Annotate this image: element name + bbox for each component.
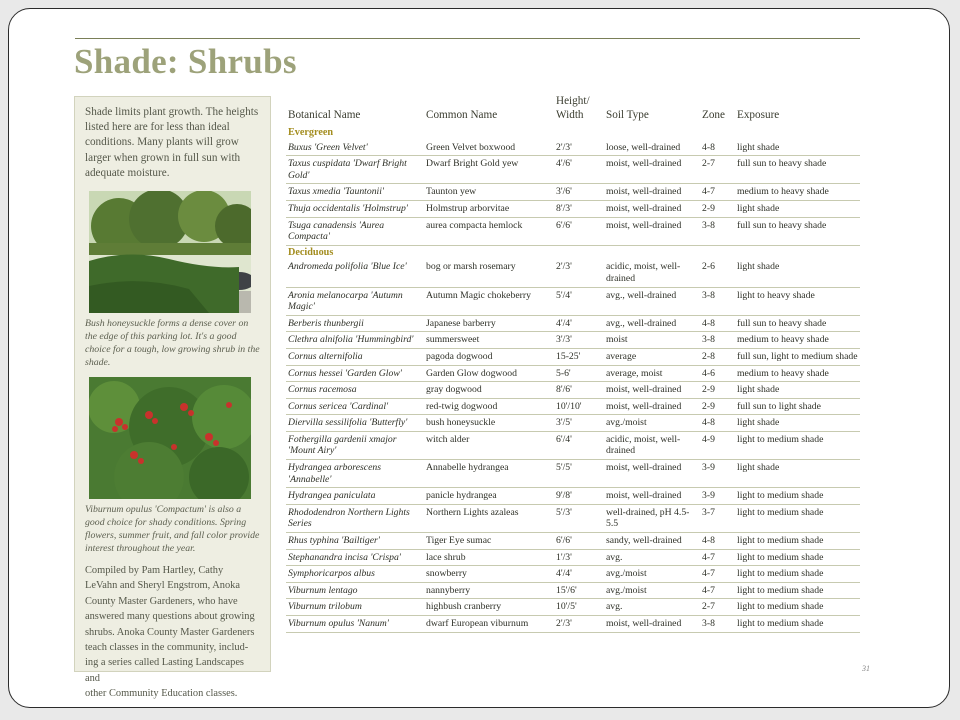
cell-common-name: witch alder <box>424 431 554 459</box>
cell-height-width: 3'/5' <box>554 415 604 432</box>
cell-common-name: pagoda dogwood <box>424 348 554 365</box>
cell-botanical-name: Taxus cuspidata 'Dwarf Bright Gold' <box>286 156 424 184</box>
viburnum-photo <box>89 377 251 499</box>
cell-height-width: 10'/10' <box>554 398 604 415</box>
table-row <box>286 184 860 201</box>
cell-zone: 4-9 <box>700 431 735 459</box>
cell-exposure: light to medium shade <box>735 504 860 532</box>
cell-exposure: light to medium shade <box>735 566 860 583</box>
cell-botanical-name: Viburnum opulus 'Nanum' <box>286 616 424 633</box>
cell-zone: 3-7 <box>700 504 735 532</box>
table-body <box>286 126 860 632</box>
cell-common-name: nannyberry <box>424 582 554 599</box>
cell-common-name: Taunton yew <box>424 184 554 201</box>
cell-height-width: 2'/3' <box>554 140 604 156</box>
cell-botanical-name: Viburnum trilobum <box>286 599 424 616</box>
table-row <box>286 365 860 382</box>
cell-soil-type: moist, well-drained <box>604 382 700 399</box>
group-heading-row <box>286 126 860 140</box>
cell-height-width: 8'/3' <box>554 200 604 217</box>
cell-height-width: 2'/3' <box>554 259 604 287</box>
cell-zone: 3-8 <box>700 287 735 315</box>
cell-height-width: 5'/4' <box>554 287 604 315</box>
cell-zone: 3-9 <box>700 488 735 505</box>
cell-zone: 2-7 <box>700 156 735 184</box>
cell-common-name: Japanese barberry <box>424 315 554 332</box>
header-height-width: Height/ Width <box>556 95 590 121</box>
cell-exposure: light shade <box>735 140 860 156</box>
table-row <box>286 415 860 432</box>
header-zone: Zone <box>702 109 725 121</box>
cell-zone: 4-7 <box>700 566 735 583</box>
cell-exposure: light to medium shade <box>735 488 860 505</box>
cell-soil-type: moist, well-drained <box>604 488 700 505</box>
table-row <box>286 599 860 616</box>
cell-soil-type: average <box>604 348 700 365</box>
cell-exposure: medium to heavy shade <box>735 365 860 382</box>
cell-exposure: light to heavy shade <box>735 287 860 315</box>
cell-height-width: 5'/5' <box>554 460 604 488</box>
cell-zone: 4-7 <box>700 184 735 201</box>
table-row <box>286 259 860 287</box>
cell-soil-type: avg., well-drained <box>604 315 700 332</box>
cell-botanical-name: Symphoricarpos albus <box>286 566 424 583</box>
cell-common-name: dwarf European viburnum <box>424 616 554 633</box>
cell-zone: 4-8 <box>700 140 735 156</box>
cell-exposure: medium to heavy shade <box>735 332 860 349</box>
page-title: Shade: Shrubs <box>74 42 297 81</box>
cell-common-name: Tiger Eye sumac <box>424 533 554 550</box>
cell-exposure: light to medium shade <box>735 549 860 566</box>
cell-height-width: 5-6' <box>554 365 604 382</box>
group-heading: Deciduous <box>288 246 334 258</box>
cell-zone: 3-9 <box>700 460 735 488</box>
cell-exposure: full sun to heavy shade <box>735 315 860 332</box>
cell-soil-type: moist, well-drained <box>604 200 700 217</box>
table-row <box>286 504 860 532</box>
cell-zone: 4-6 <box>700 365 735 382</box>
table-row <box>286 140 860 156</box>
cell-exposure: light to medium shade <box>735 431 860 459</box>
cell-botanical-name: Clethra alnifolia 'Hummingbird' <box>286 332 424 349</box>
group-heading: Evergreen <box>288 127 334 138</box>
cell-soil-type: moist, well-drained <box>604 217 700 245</box>
cell-botanical-name: Fothergilla gardenii xmajor 'Mount Airy' <box>286 431 424 459</box>
cell-exposure: light shade <box>735 200 860 217</box>
cell-common-name: Garden Glow dogwood <box>424 365 554 382</box>
cell-soil-type: avg. <box>604 599 700 616</box>
cell-botanical-name: Cornus racemosa <box>286 382 424 399</box>
table-row <box>286 488 860 505</box>
cell-zone: 2-7 <box>700 599 735 616</box>
header-common-name: Common Name <box>426 109 498 121</box>
cell-botanical-name: Hydrangea arborescens 'Annabelle' <box>286 460 424 488</box>
top-rule <box>75 38 860 39</box>
table-row <box>286 315 860 332</box>
cell-height-width: 6'/6' <box>554 217 604 245</box>
header-botanical-name: Botanical Name <box>288 109 361 121</box>
page-number: 31 <box>862 664 870 673</box>
cell-botanical-name: Aronia melanocarpa 'Autumn Magic' <box>286 287 424 315</box>
table-row <box>286 549 860 566</box>
cell-height-width: 1'/3' <box>554 549 604 566</box>
cell-common-name: summersweet <box>424 332 554 349</box>
cell-zone: 2-8 <box>700 348 735 365</box>
cell-exposure: light to medium shade <box>735 616 860 633</box>
cell-zone: 4-7 <box>700 549 735 566</box>
cell-exposure: full sun to heavy shade <box>735 156 860 184</box>
sidebar-intro: Shade limits plant growth. The heights listed here are for less than ideal conditions. Many plants will grow larger when grown in full sun with adequate moisture. <box>85 106 259 179</box>
cell-botanical-name: Cornus sericea 'Cardinal' <box>286 398 424 415</box>
cell-botanical-name: Tsuga canadensis 'Aurea Compacta' <box>286 217 424 245</box>
table-header-row <box>286 94 860 126</box>
cell-soil-type: loose, well-drained <box>604 140 700 156</box>
cell-exposure: light shade <box>735 259 860 287</box>
table-row <box>286 460 860 488</box>
table-row <box>286 533 860 550</box>
cell-zone: 2-9 <box>700 398 735 415</box>
cell-botanical-name: Andromeda polifolia 'Blue Ice' <box>286 259 424 287</box>
cell-height-width: 10'/5' <box>554 599 604 616</box>
table-row <box>286 582 860 599</box>
table-row <box>286 348 860 365</box>
cell-soil-type: average, moist <box>604 365 700 382</box>
group-heading-row <box>286 245 860 259</box>
cell-height-width: 8'/6' <box>554 382 604 399</box>
table-row <box>286 382 860 399</box>
cell-botanical-name: Viburnum lentago <box>286 582 424 599</box>
cell-common-name: Annabelle hydrangea <box>424 460 554 488</box>
cell-common-name: Northern Lights azaleas <box>424 504 554 532</box>
cell-common-name: red-twig dogwood <box>424 398 554 415</box>
cell-zone: 2-9 <box>700 200 735 217</box>
cell-botanical-name: Rhus typhina 'Bailtiger' <box>286 533 424 550</box>
cell-height-width: 6'/6' <box>554 533 604 550</box>
cell-soil-type: moist <box>604 332 700 349</box>
cell-botanical-name: Taxus xmedia 'Tauntonii' <box>286 184 424 201</box>
cell-botanical-name: Rhododendron Northern Lights Series <box>286 504 424 532</box>
cell-zone: 4-7 <box>700 582 735 599</box>
cell-common-name: bush honeysuckle <box>424 415 554 432</box>
cell-exposure: full sun, light to medium shade <box>735 348 860 365</box>
cell-soil-type: sandy, well-drained <box>604 533 700 550</box>
cell-height-width: 3'/3' <box>554 332 604 349</box>
cell-height-width: 4'/4' <box>554 566 604 583</box>
cell-height-width: 6'/4' <box>554 431 604 459</box>
cell-zone: 3-8 <box>700 217 735 245</box>
cell-botanical-name: Cornus alternifolia <box>286 348 424 365</box>
cell-zone: 2-9 <box>700 382 735 399</box>
cell-exposure: light shade <box>735 460 860 488</box>
table-row <box>286 332 860 349</box>
cell-height-width: 5'/3' <box>554 504 604 532</box>
cell-common-name: snowberry <box>424 566 554 583</box>
cell-exposure: light shade <box>735 415 860 432</box>
credits-text: Compiled by Pam Hartley, Cathy LeVahn and Sheryl Engstrom, Anoka County Master Gardeners, who have answered many questions about growing shrubs. Anoka County Master Gardeners teach classes in the community, includ- ing a series called Lasting Landscapes and other Community Education classes. <box>85 565 255 700</box>
sidebar-panel <box>74 96 271 700</box>
cell-zone: 3-8 <box>700 616 735 633</box>
cell-exposure: light to medium shade <box>735 582 860 599</box>
table-row <box>286 156 860 184</box>
cell-zone: 4-8 <box>700 533 735 550</box>
photo-caption-2: Viburnum opulus 'Compactum' is also a good choice for shady conditions. Spring flowers, summer fruit, and fall color provide interest throughout the year. <box>85 504 260 555</box>
cell-soil-type: avg./moist <box>604 566 700 583</box>
cell-height-width: 15-25' <box>554 348 604 365</box>
cell-common-name: gray dogwood <box>424 382 554 399</box>
table-row <box>286 398 860 415</box>
cell-common-name: Holmstrup arborvitae <box>424 200 554 217</box>
cell-common-name: Autumn Magic chokeberry <box>424 287 554 315</box>
cell-botanical-name: Hydrangea paniculata <box>286 488 424 505</box>
cell-soil-type: moist, well-drained <box>604 156 700 184</box>
table-row <box>286 287 860 315</box>
cell-soil-type: moist, well-drained <box>604 460 700 488</box>
cell-height-width: 15'/6' <box>554 582 604 599</box>
cell-common-name: Green Velvet boxwood <box>424 140 554 156</box>
table-row <box>286 431 860 459</box>
cell-height-width: 9'/8' <box>554 488 604 505</box>
cell-exposure: full sun to heavy shade <box>735 217 860 245</box>
cell-botanical-name: Stephanandra incisa 'Crispa' <box>286 549 424 566</box>
cell-botanical-name: Diervilla sessilifolia 'Butterfly' <box>286 415 424 432</box>
cell-exposure: medium to heavy shade <box>735 184 860 201</box>
table-row <box>286 200 860 217</box>
cell-botanical-name: Cornus hessei 'Garden Glow' <box>286 365 424 382</box>
cell-common-name: aurea compacta hemlock <box>424 217 554 245</box>
cell-soil-type: avg./moist <box>604 415 700 432</box>
cell-exposure: full sun to light shade <box>735 398 860 415</box>
table-row <box>286 566 860 583</box>
header-soil-type: Soil Type <box>606 109 649 121</box>
cell-exposure: light to medium shade <box>735 533 860 550</box>
cell-zone: 4-8 <box>700 415 735 432</box>
cell-common-name: highbush cranberry <box>424 599 554 616</box>
header-exposure: Exposure <box>737 109 780 121</box>
cell-height-width: 4'/6' <box>554 156 604 184</box>
table-row <box>286 616 860 633</box>
cell-exposure: light shade <box>735 382 860 399</box>
cell-soil-type: avg., well-drained <box>604 287 700 315</box>
photo-caption-1: Bush honeysuckle forms a dense cover on the edge of this parking lot. It's a good choice for a tough, low growing shrub in the shade. <box>85 318 260 369</box>
shrub-table <box>286 94 860 633</box>
cell-soil-type: avg. <box>604 549 700 566</box>
cell-exposure: light to medium shade <box>735 599 860 616</box>
cell-common-name: lace shrub <box>424 549 554 566</box>
cell-soil-type: moist, well-drained <box>604 398 700 415</box>
cell-height-width: 2'/3' <box>554 616 604 633</box>
cell-botanical-name: Thuja occidentalis 'Holmstrup' <box>286 200 424 217</box>
cell-common-name: Dwarf Bright Gold yew <box>424 156 554 184</box>
cell-soil-type: moist, well-drained <box>604 184 700 201</box>
shrub-table-wrapper <box>286 94 860 633</box>
cell-botanical-name: Buxus 'Green Velvet' <box>286 140 424 156</box>
cell-height-width: 4'/4' <box>554 315 604 332</box>
cell-soil-type: well-drained, pH 4.5-5.5 <box>604 504 700 532</box>
cell-soil-type: acidic, moist, well-drained <box>604 259 700 287</box>
cell-zone: 2-6 <box>700 259 735 287</box>
table-row <box>286 217 860 245</box>
cell-common-name: bog or marsh rosemary <box>424 259 554 287</box>
cell-zone: 3-8 <box>700 332 735 349</box>
cell-soil-type: moist, well-drained <box>604 616 700 633</box>
cell-soil-type: acidic, moist, well-drained <box>604 431 700 459</box>
cell-common-name: panicle hydrangea <box>424 488 554 505</box>
cell-soil-type: avg./moist <box>604 582 700 599</box>
cell-zone: 4-8 <box>700 315 735 332</box>
bush-honeysuckle-photo <box>89 191 251 313</box>
cell-botanical-name: Berberis thunbergii <box>286 315 424 332</box>
cell-height-width: 3'/6' <box>554 184 604 201</box>
